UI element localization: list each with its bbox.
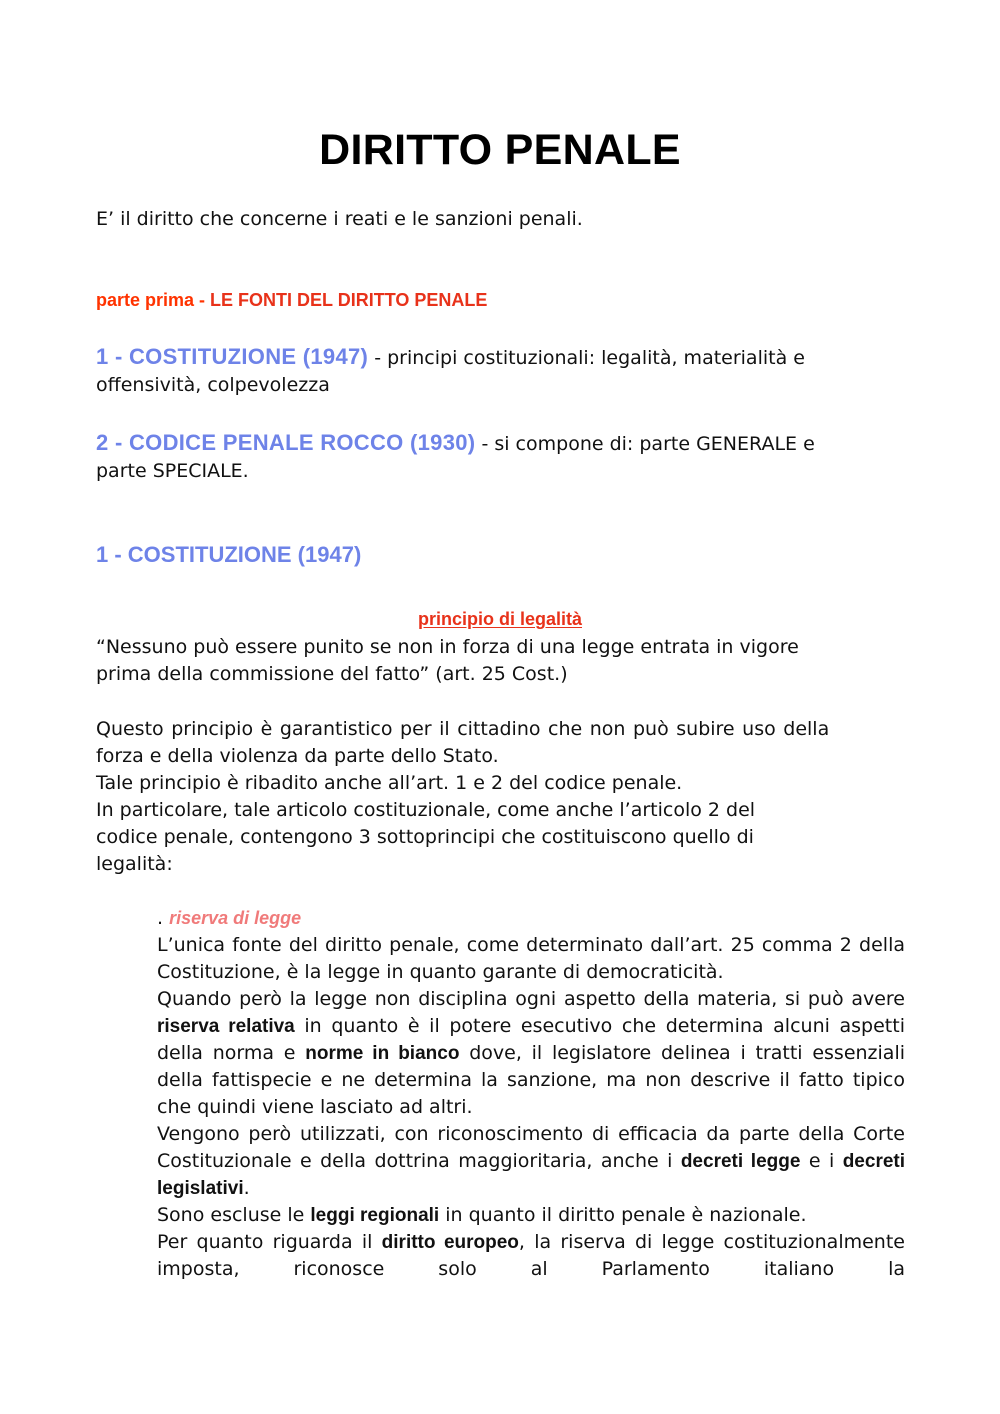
source-text: - si compone di: parte GENERALE e: [475, 433, 815, 455]
paragraph-line: Tale principio è ribadito anche all’art. 1 e 2 del codice penale.: [96, 772, 683, 794]
intro-text: E’ il diritto che concerne i reati e le sanzioni penali.: [96, 208, 583, 230]
section-heading: 1 - COSTITUZIONE (1947): [96, 542, 362, 567]
part-heading: [96, 290, 487, 311]
part-heading-label: LE FONTI DEL DIRITTO PENALE: [210, 290, 488, 310]
subsection-heading: [157, 905, 905, 932]
source-text-cont: parte SPECIALE.: [96, 460, 249, 482]
bold-term: norme in bianco: [305, 1043, 460, 1064]
riserva-di-legge-section: [157, 905, 905, 1283]
bullet: .: [157, 907, 170, 929]
paragraph-line: Questo principio è garantistico per il cittadino che non può subire uso della: [96, 718, 830, 740]
paragraph-line: In particolare, tale articolo costituzionale, come anche l’articolo 2 del: [96, 799, 756, 821]
principle-quote: [96, 634, 916, 688]
quote-line: prima della commissione del fatto” (art. 25 Cost.): [96, 663, 568, 685]
source-text: - principi costituzionali: legalità, materialità e: [368, 347, 805, 369]
paragraph-line: legalità:: [96, 853, 173, 875]
part-heading-prefix: parte prima -: [96, 290, 211, 310]
paragraph: L’unica fonte del diritto penale, come determinato dall’art. 25 comma 2 della Costituzione, è la legge in quanto garante di democraticità.: [157, 934, 905, 983]
source-heading: 1 - COSTITUZIONE (1947): [96, 344, 369, 369]
subsection-title: riserva di legge: [169, 908, 302, 928]
principle-explanation: [96, 716, 916, 878]
paragraph-line: forza e della violenza da parte dello Stato.: [96, 745, 499, 767]
quote-line: “Nessuno può essere punito se non in forza di una legge entrata in vigore: [96, 636, 799, 658]
paragraph: Quando però la legge non disciplina ogni aspetto della materia, si può avere riserva relativa in quanto è il potere esecutivo che determina alcuni aspetti della norma e norme in bianco dove, il legislatore delinea i tratti essenziali della fattispecie e ne determina la sanzione, ma non descrive il fatto tipico che quindi viene lasciato ad altri.: [157, 988, 905, 1118]
source-text-cont: offensività, colpevolezza: [96, 374, 330, 396]
principle-title: principio di legalità: [417, 609, 583, 629]
paragraph-line: codice penale, contengono 3 sottoprincipi che costituiscono quello di: [96, 826, 754, 848]
paragraph: Per quanto riguarda il diritto europeo, la riserva di legge costituzionalmente imposta, riconosce solo al Parlamento italiano la: [157, 1231, 905, 1280]
bold-term: riserva relativa: [157, 1016, 295, 1037]
source-item-codice-penale: [96, 429, 916, 485]
paragraph: Sono escluse le leggi regionali in quanto il diritto penale è nazionale.: [157, 1204, 807, 1226]
bold-term: leggi regionali: [310, 1205, 440, 1226]
bold-term: decreti legislativi: [157, 1151, 906, 1199]
source-item-costituzione: [96, 343, 916, 399]
page-title: DIRITTO PENALE: [319, 126, 681, 174]
source-heading: 2 - CODICE PENALE ROCCO (1930): [96, 430, 476, 455]
bold-term: decreti legge: [680, 1151, 801, 1172]
bold-term: diritto europeo: [381, 1232, 519, 1253]
paragraph: Vengono però utilizzati, con riconoscimento di efficacia da parte della Corte Costituzionale e della dottrina maggioritaria, anche i decreti legge e i decreti legislativi.: [157, 1123, 906, 1199]
